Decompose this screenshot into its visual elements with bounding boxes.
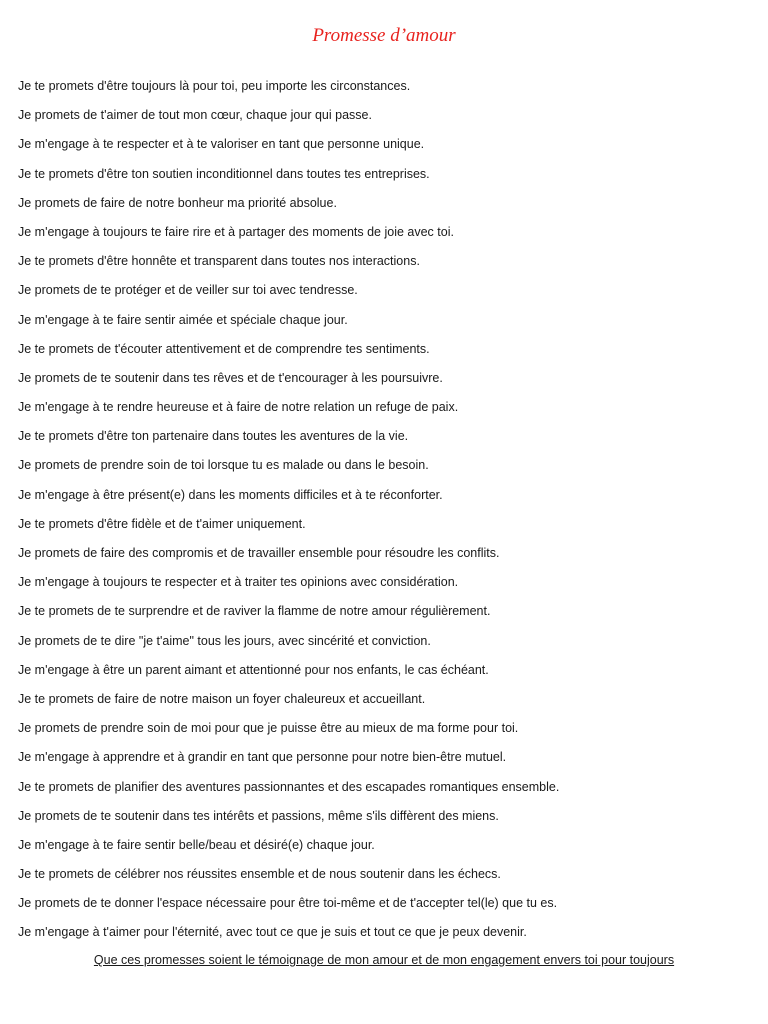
- promise-item: Je m'engage à toujours te faire rire et à partager des moments de joie avec toi.: [18, 224, 454, 239]
- promise-item: Je te promets d'être fidèle et de t'aimer uniquement.: [18, 516, 306, 531]
- promise-item: Je promets de t'aimer de tout mon cœur, chaque jour qui passe.: [18, 108, 372, 123]
- promise-item: Je promets de te dire "je t'aime" tous les jours, avec sincérité et conviction.: [18, 633, 431, 648]
- promise-item: Je promets de faire des compromis et de travailler ensemble pour résoudre les conflits.: [18, 546, 500, 560]
- promise-item: Je m'engage à t'aimer pour l'éternité, avec tout ce que je suis et tout ce que je peux devenir.: [18, 925, 527, 940]
- promise-item: Je te promets d'être ton soutien inconditionnel dans toutes tes entreprises.: [18, 166, 430, 181]
- promise-item: Je promets de te protéger et de veiller sur toi avec tendresse.: [18, 283, 358, 298]
- promise-item: Je promets de faire de notre bonheur ma priorité absolue.: [18, 195, 337, 210]
- promise-item: Je m'engage à être un parent aimant et attentionné pour nos enfants, le cas échéant.: [18, 662, 489, 677]
- promise-item: Je m'engage à toujours te respecter et à traiter tes opinions avec considération.: [18, 575, 459, 590]
- promise-item: Je te promets d'être ton partenaire dans toutes les aventures de la vie.: [18, 429, 409, 444]
- promise-item: Je m'engage à te rendre heureuse et à faire de notre relation un refuge de paix.: [18, 400, 459, 415]
- promise-list: [18, 76, 758, 952]
- promise-item: Je te promets de planifier des aventures passionnantes et des escapades romantiques ensemble.: [18, 779, 560, 794]
- promise-item: Je m'engage à te respecter et à te valoriser en tant que personne unique.: [18, 137, 425, 152]
- promise-item: Je m'engage à apprendre et à grandir en tant que personne pour notre bien-être mutuel.: [18, 750, 507, 765]
- promise-item: Je promets de te donner l'espace nécessaire pour être toi-même et de t'accepter tel(le) que tu es.: [18, 896, 558, 911]
- promise-item: Je m'engage à te faire sentir belle/beau et désiré(e) chaque jour.: [18, 837, 375, 852]
- promise-item: Je te promets de t'écouter attentivement et de comprendre tes sentiments.: [18, 341, 430, 356]
- promise-item: Je m'engage à être présent(e) dans les moments difficiles et à te réconforter.: [18, 487, 443, 502]
- promise-item: Je te promets de faire de notre maison un foyer chaleureux et accueillant.: [18, 691, 426, 706]
- promise-item: Je promets de prendre soin de toi lorsque tu es malade ou dans le besoin.: [18, 458, 429, 473]
- promise-item: Je promets de prendre soin de moi pour que je puisse être au mieux de ma forme pour toi.: [18, 721, 519, 736]
- promise-item: Je m'engage à te faire sentir aimée et spéciale chaque jour.: [18, 312, 348, 327]
- document-title: Promesse d’amour: [312, 25, 456, 46]
- promise-item: Je promets de te soutenir dans tes intérêts et passions, même s'ils diffèrent des miens.: [18, 808, 499, 823]
- closing-statement: Que ces promesses soient le témoignage de mon amour et de mon engagement envers toi pour toujours: [93, 953, 675, 967]
- promise-item: Je promets de te soutenir dans tes rêves et de t'encourager à les poursuivre.: [18, 370, 443, 385]
- promise-item: Je te promets d'être honnête et transparent dans toutes nos interactions.: [18, 254, 420, 269]
- promise-item: Je te promets de célébrer nos réussites ensemble et de nous soutenir dans les échecs.: [18, 867, 501, 882]
- promise-item: Je te promets de te surprendre et de raviver la flamme de notre amour régulièrement.: [18, 604, 491, 619]
- promise-item: Je te promets d'être toujours là pour toi, peu importe les circonstances.: [18, 79, 411, 93]
